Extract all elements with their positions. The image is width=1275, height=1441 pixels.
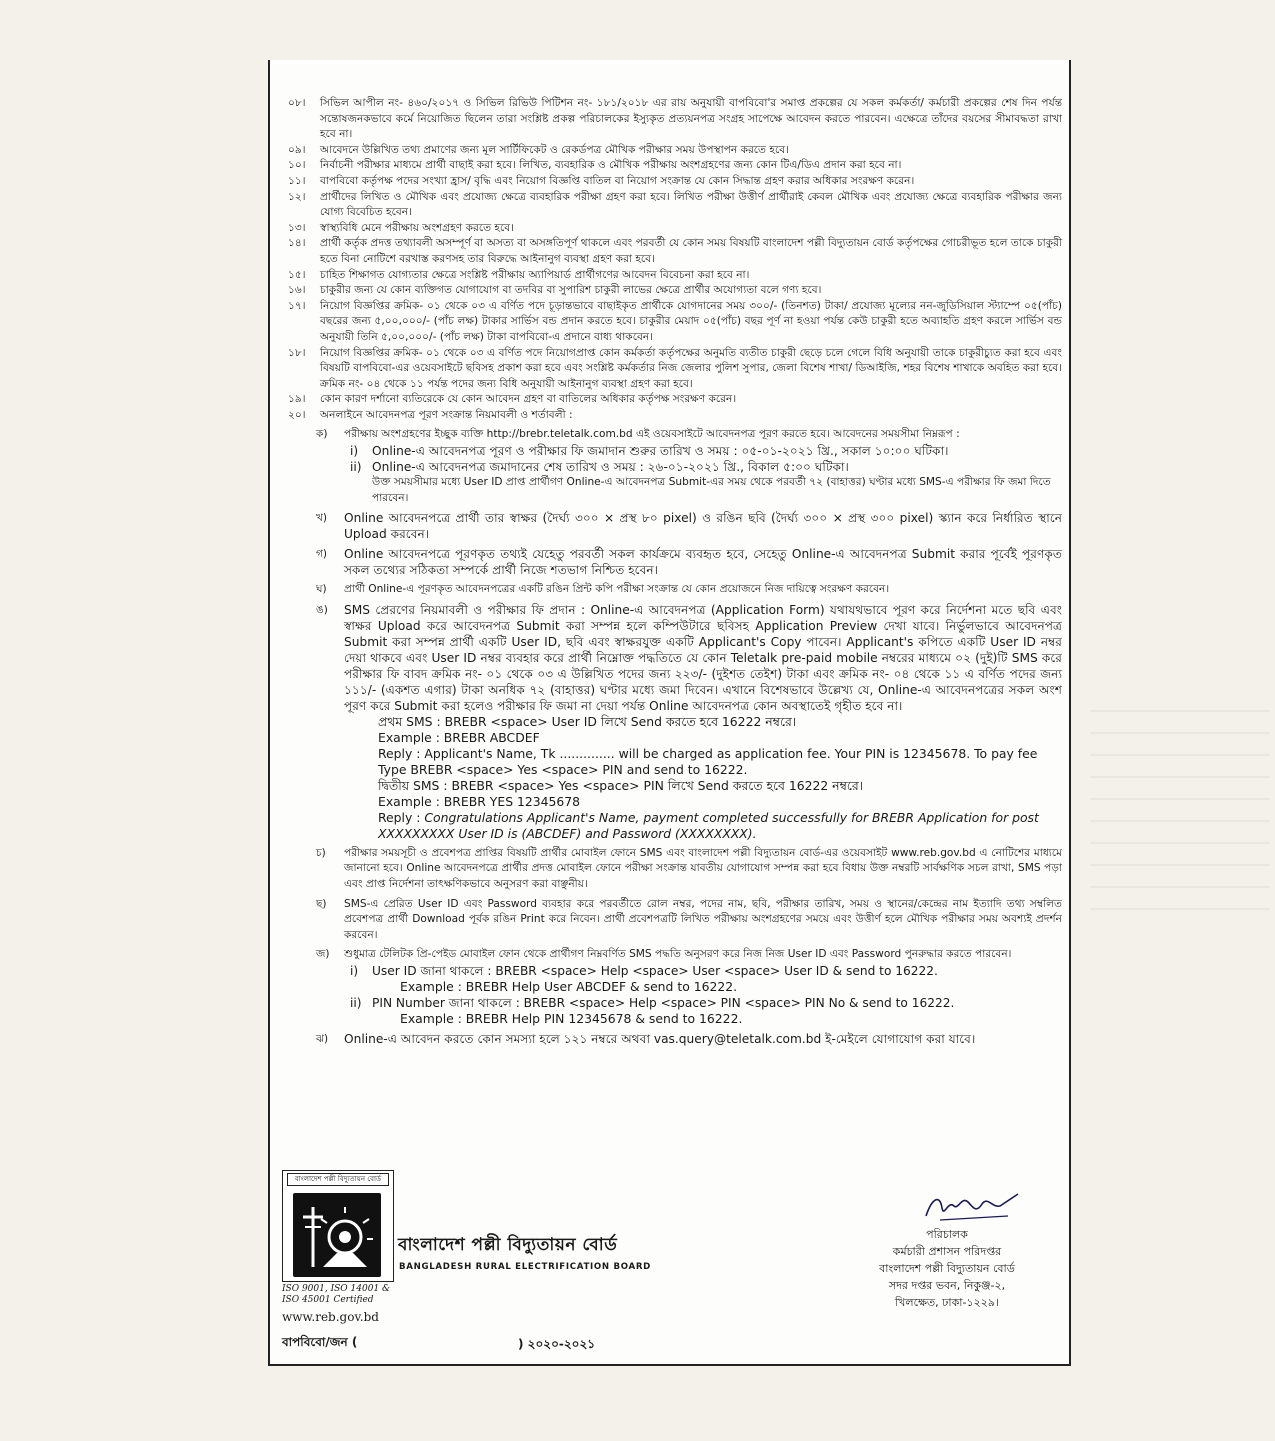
board-name-bangla: বাংলাদেশ পল্লী বিদ্যুতায়ন বোর্ড bbox=[398, 1235, 618, 1255]
logo-emblem-icon bbox=[293, 1193, 381, 1277]
roman-item bbox=[350, 995, 1062, 1011]
item-number: ১২। bbox=[288, 190, 306, 203]
signatory-address-line1: সদর দপ্তর ভবন, নিকুঞ্জ-২, bbox=[888, 1279, 1006, 1292]
roman-text: User ID জানা থাকলে : BREBR <space> Help <space> User <space> User ID & send to 16222. bbox=[372, 964, 938, 978]
signatory-organization: বাংলাদেশ পল্লী বিদ্যুতায়ন বোর্ড bbox=[879, 1262, 1015, 1275]
logo-caption: বাংলাদেশ পল্লী বিদ্যুতায়ন বোর্ড bbox=[287, 1173, 389, 1186]
deadline-note: উক্ত সময়সীমার মধ্যে User ID প্রাপ্ত প্রার্থীগণ Online-এ আবেদনপত্র Submit-এর সময় থেকে পরবর্তী ৭২ (বাহাত্তর) ঘণ্টার মধ্যে SMS-এ পরীক্ষার ফি জমা দিতে পারবেন। bbox=[372, 476, 1051, 504]
roman-item bbox=[350, 443, 1062, 459]
roman-text: Online-এ আবেদনপত্র জমাদানের শেষ তারিখ ও সময় : ২৬-০১-২০২১ খ্রি., বিকাল ৫:০০ ঘটিকা। bbox=[372, 460, 849, 475]
sub-item-kha bbox=[316, 510, 1062, 542]
item-text: আবেদনে উল্লিখিত তথ্য প্রমাণের জন্য মূল সার্টিফিকেট ও রেকর্ডপত্র মৌখিক পরীক্ষার সময় উপস্থাপন করতে হবে। bbox=[320, 143, 789, 156]
notice-item bbox=[288, 299, 1062, 346]
roman-number: ii) bbox=[350, 996, 362, 1010]
sub-text: শুধুমাত্র টেলিটক প্রি-পেইড মোবাইল ফোন থেকে প্রার্থীগণ নিম্নবর্ণিত SMS পদ্ধতি অনুসরণ করে নিজ নিজ User ID এবং Password পুনরুদ্ধার করতে পারবেন। bbox=[344, 948, 1012, 961]
notice-body bbox=[288, 96, 1062, 1047]
item-text: অনলাইনে আবেদনপত্র পূরণ সংক্রান্ত নিয়মাবলী ও শর্তাবলী : bbox=[320, 408, 573, 421]
memo-year: ) ২০২০-২০২১ bbox=[518, 1337, 596, 1351]
sub-item-ja bbox=[316, 947, 1062, 963]
sub-text: SMS-এ প্রেরিত User ID এবং Password ব্যবহার করে পরবর্তীতে রোল নম্বর, পদের নাম, ছবি, পরীক্ষার তারিখ, সময় ও স্থানের/কেন্দ্রের নাম ইত্যাদি তথ্য সম্বলিত প্রবেশপত্র প্রার্থী Download পূর্বক রঙিন Print করে নিবেন। প্রার্থী প্রবেশপত্রটি লিখিত পরীক্ষায় অংশগ্রহণের সময়ে এবং উত্তীর্ণ হলে মৌখিক পরীক্ষার সময় অবশ্যই প্রদর্শন করবেন। bbox=[344, 897, 1062, 941]
iso-certification: ISO 9001, ISO 14001 & ISO 45001 Certified bbox=[282, 1284, 391, 1305]
roman-text: PIN Number জানা থাকলে : BREBR <space> Help <space> PIN <space> PIN No & send to 16222. bbox=[372, 996, 955, 1010]
sub-item-ga bbox=[316, 546, 1062, 578]
notice-item bbox=[288, 408, 1062, 424]
sub-number: ক) bbox=[316, 428, 328, 441]
sms-second: দ্বিতীয় SMS : BREBR <space> Yes <space> PIN লিখে Send করতে হবে 16222 নম্বরে। bbox=[378, 777, 864, 793]
item-text: প্রার্থী কর্তৃক প্রদত্ত তথ্যাবলী অসম্পূর্ণ বা অসত্য বা অসঙ্গতিপূর্ণ থাকলে এবং পরবর্তী যে কোন সময় বিষয়টি বাংলাদেশ পল্লী বিদ্যুতায়ন বোর্ড কর্তৃপক্ষের গোচরীভূত হলে তাকে চাকুরী হতে বিনা নোটিশে বরখাস্ত করণসহ তার বিরুদ্ধে আইনানুগ ব্যবস্থা গ্রহণ করা হবে। bbox=[320, 237, 1062, 265]
sub-item-jha bbox=[316, 1031, 1062, 1047]
board-name-english: BANGLADESH RURAL ELECTRIFICATION BOARD bbox=[399, 1262, 652, 1272]
item-text: নিয়োগ বিজ্ঞপ্তির ক্রমিক- ০১ থেকে ০৩ এ বর্ণিত পদে নিয়োগপ্রাপ্ত কোন কর্মকর্তা কর্তৃপক্ষের অনুমতি ব্যতীত চাকুরী ছেড়ে চলে গেলে বিধি অনুযায়ী তাকে চাকুরীচ্যুত করা হবে এবং বিষয়টি বাপবিবো-এর ওয়েবসাইটে ছবিসহ প্রকাশ করা হবে এবং সংশ্লিষ্ট কর্মকর্তার নিজ জেলার পুলিশ সুপার, জেলা বিশেষ শাখা/ ডিআইজি, শহর বিশেষ শাখাকে অবহিত করা হবে। ক্রমিক নং- ০৪ থেকে ১১ পর্যন্ত পদের জন্য বিধি অনুযায়ী আইনানুগ ব্যবস্থা গ্রহণ করা হবে। bbox=[320, 346, 1062, 390]
item-text: কোন কারণ দর্শানো ব্যতিরেকে যে কোন আবেদন গ্রহণ বা বাতিলের অধিকার কর্তৃপক্ষ সংরক্ষণ করেন। bbox=[320, 393, 737, 406]
item-number: ০৯। bbox=[288, 143, 306, 156]
background-bleed-text bbox=[1090, 690, 1270, 910]
sub-number: ছ) bbox=[316, 897, 327, 910]
sub-number: ঝ) bbox=[316, 1033, 329, 1045]
sub-number: ঙ) bbox=[316, 603, 328, 616]
notice-item bbox=[288, 143, 1062, 159]
signatory-title: পরিচালক bbox=[926, 1228, 968, 1241]
item-number: ১১। bbox=[288, 174, 306, 187]
sub-number: খ) bbox=[316, 512, 327, 525]
notice-item bbox=[288, 174, 1062, 190]
roman-example: Example : BREBR Help User ABCDEF & send to 16222. bbox=[400, 979, 738, 994]
notice-page bbox=[268, 60, 1071, 1366]
item-number: ০৮। bbox=[288, 97, 306, 109]
sub-text: Online আবেদনপত্রে পূরণকৃত তথ্যই যেহেতু পরবর্তী সকল কার্যক্রমে ব্যবহৃত হবে, সেহেতু Online-এ আবেদনপত্র Submit করার পূর্বেই পূরণকৃত সকল তথ্যের সঠিকতা সম্পর্কে প্রার্থী নিজে শতভাগ নিশ্চিত হবেন। bbox=[344, 547, 1062, 578]
item-number: ২০। bbox=[288, 408, 306, 421]
signatory-department: কর্মচারী প্রশাসন পরিদপ্তর bbox=[892, 1245, 1002, 1258]
notice-item bbox=[288, 392, 1062, 408]
sms-first-reply: Reply : Applicant's Name, Tk .............. will be charged as application fee. Your PIN is 12345678. To pay fee Type BREBR <space> Yes <space> PIN and send to 16222. bbox=[378, 745, 1038, 777]
sms-first: প্রথম SMS : BREBR <space> User ID লিখে Send করতে হবে 16222 নম্বরে। bbox=[378, 713, 797, 729]
signatory-block bbox=[832, 1226, 1062, 1311]
notice-item bbox=[288, 268, 1062, 284]
roman-text: Online-এ আবেদনপত্র পূরণ ও পরীক্ষার ফি জমাদান শুরুর তারিখ ও সময় : ০৫-০১-২০২১ খ্রি., সকাল ১০:০০ ঘটিকা। bbox=[372, 444, 949, 459]
sub-text: SMS প্রেরণের নিয়মাবলী ও পরীক্ষার ফি প্রদান : Online-এ আবেদনপত্র (Application Form) যথাযথভাবে পূরণ করে নির্দেশনা মতে ছবি এবং স্বাক্ষর Upload করে আবেদনপত্র Submit করা সম্পন্ন হলে কম্পিউটারে ছবিসহ Application Preview দেখা যাবে। নির্ভুলভাবে আবেদনপত্র Submit করা সম্পন্ন প্রার্থী একটি User ID, ছবি এবং স্বাক্ষরযুক্ত একটি Applicant's Copy পাবেন। Applicant's কপিতে একটি User ID নম্বর দেয়া থাকবে এবং User ID নম্বর ব্যবহার করে প্রার্থী নিম্নোক্ত পদ্ধতিতে যে কোন Teletalk pre-paid mobile নম্বরের মাধ্যমে ০২ (দুই)টি SMS করে পরীক্ষার ফি বাবদ ক্রমিক নং- ০১ থেকে ০৩ এ উল্লিখিত পদের জন্য ২২৩/- (দুইশত তেইশ) টাকা এবং ক্রমিক নং- ০৪ থেকে ১১ এ বর্ণিত পদের জন্য ১১১/- (একশত এগার) টাকা অনধিক ৭২ (বাহাত্তর) ঘণ্টার মধ্যে জমা দিবেন। এখানে বিশেষভাবে উল্লেখ্য যে, Online-এ আবেদনপত্রের সকল অংশ পূরণ করে Submit করা হলেও পরীক্ষার ফি জমা না দেয়া পর্যন্ত Online আবেদনপত্র কোন অবস্থাতেই গৃহীত হবে না। bbox=[344, 602, 1062, 713]
item-text: নিয়োগ বিজ্ঞপ্তির ক্রমিক- ০১ থেকে ০৩ এ বর্ণিত পদে চূড়ান্তভাবে বাছাইকৃত প্রার্থীকে যোগদানের সময় ৩০০/- (তিনশত) টাকা/ প্রযোজ্য মূল্যের নন-জুডিসিয়াল স্ট্যাম্পে ০৫(পাঁচ) বছরের জন্য ৫,০০,০০০/- (পাঁচ লক্ষ) টাকার সার্ভিস বন্ড প্রদান করতে হবে। চাকুরীর মেয়াদ ০৫(পাঁচ) বছর পূর্ণ না হওয়া পর্যন্ত কেউ চাকুরী হতে অব্যাহতি গ্রহণ করলে সার্ভিস বন্ড অনুযায়ী তিনি ৫,০০,০০০/- (পাঁচ লক্ষ) টাকা বাপবিবো-এ প্রদানে বাধ্য থাকবেন। bbox=[320, 299, 1062, 343]
signature bbox=[922, 1188, 1022, 1224]
notice-item bbox=[288, 190, 1062, 221]
sub-number: জ) bbox=[316, 948, 330, 961]
roman-example: Example : BREBR Help PIN 12345678 & send to 16222. bbox=[400, 1011, 743, 1026]
sub-text: Online আবেদনপত্রে প্রার্থী তার স্বাক্ষর (দৈর্ঘ্য ৩০০ × প্রস্থ ৮০ pixel) ও রঙিন ছবি (দৈর্ঘ্য ৩০০ × প্রস্থ ৩০০ pixel) স্ক্যান করে নির্ধারিত স্থানে Upload করবেন। bbox=[344, 511, 1062, 542]
item-number: ১৬। bbox=[288, 284, 306, 297]
item-text: চাহিত শিক্ষাগত যোগ্যতার ক্ষেত্রে সংশ্লিষ্ট পরীক্ষায় অ্যাপিয়ার্ড প্রার্থীগণের আবেদন বিবেচনা করা হবে না। bbox=[320, 268, 750, 281]
sub-number: ঘ) bbox=[316, 583, 327, 596]
website-url: www.reb.gov.bd bbox=[282, 1310, 379, 1324]
sms-first-example: Example : BREBR ABCDEF bbox=[378, 729, 540, 745]
roman-item bbox=[350, 963, 1062, 979]
notice-item bbox=[288, 236, 1062, 267]
notice-footer bbox=[282, 1166, 1058, 1361]
sub-text: Online-এ আবেদন করতে কোন সমস্যা হলে ১২১ নম্বরে অথবা vas.query@teletalk.com.bd ই-মেইলে যোগাযোগ করা যাবে। bbox=[344, 1032, 976, 1046]
notice-item bbox=[288, 283, 1062, 299]
item-text: সিভিল আপীল নং- ৪৬০/২০১৭ ও সিভিল রিভিউ পিটিশন নং- ১৮১/২০১৮ এর রায় অনুযায়ী বাপবিবো'র সমাপ্ত প্রকল্পের যে সকল কর্মকর্তা/ কর্মচারী প্রকল্পের শেষ দিন পর্যন্ত সন্তোষজনকভাবে কর্মে নিয়োজিত ছিলেন তারা সংশ্লিষ্ট প্রকল্প পরিচালকের ইস্যুকৃত প্রত্যয়নপত্র সংগ্রহ সাপেক্ষে আবেদন করতে পারবেন। এক্ষেত্রে তাঁদের বয়সের সীমাবদ্ধতা রাখা হবে না। bbox=[320, 97, 1062, 141]
reply-label: Reply : bbox=[378, 809, 421, 825]
sms-second-reply bbox=[378, 810, 1062, 842]
roman-number: i) bbox=[350, 444, 359, 459]
memo-reference: বাপবিবো/জন ( bbox=[282, 1335, 358, 1349]
roman-number: ii) bbox=[350, 460, 362, 475]
item-number: ১৯। bbox=[288, 393, 306, 406]
notice-item bbox=[288, 346, 1062, 393]
item-text: স্বাস্থ্যবিধি মেনে পরীক্ষায় অংশগ্রহণ করতে হবে। bbox=[320, 221, 514, 234]
reply-text: Congratulations Applicant's Name, payment completed successfully for BREBR Application for post XXXXXXXXX User ID is (ABCDEF) and Password (XXXXXXXX). bbox=[378, 809, 1039, 841]
item-number: ১৮। bbox=[288, 346, 306, 359]
roman-number: i) bbox=[350, 964, 359, 978]
item-number: ১৫। bbox=[288, 268, 306, 281]
notice-item bbox=[288, 96, 1062, 143]
sub-item-cha bbox=[316, 846, 1062, 893]
item-text: প্রার্থীদের লিখিত ও মৌখিক এবং প্রযোজ্য ক্ষেত্রে ব্যবহারিক পরীক্ষা গ্রহণ করা হবে। লিখিত পরীক্ষা উত্তীর্ণ প্রার্থীরাই কেবল মৌখিক এবং প্রযোজ্য ক্ষেত্রে ব্যবহারিক পরীক্ষার জন্য যোগ্য বিবেচিত হবেন। bbox=[320, 190, 1062, 219]
notice-item bbox=[288, 158, 1062, 174]
sub-text: পরীক্ষায় অংশগ্রহণের ইচ্ছুক ব্যক্তি http://brebr.teletalk.com.bd এই ওয়েবসাইটে আবেদনপত্র পূরণ করতে হবে। আবেদনের সময়সীমা নিম্নরূপ : bbox=[344, 428, 960, 441]
sub-text: পরীক্ষার সময়সূচী ও প্রবেশপত্র প্রাপ্তির বিষয়টি প্রার্থীর মোবাইল ফোনে SMS এবং বাংলাদেশ পল্লী বিদ্যুতায়ন বোর্ড-এর ওয়েবসাইট www.reb.gov.bd এ নোটিশের মাধ্যমে জানানো হবে। Online আবেদনপত্রে প্রার্থীর প্রদত্ত মোবাইল ফোনে পরীক্ষা সংক্রান্ত যাবতীয় যোগাযোগ সম্পন্ন করা হবে বিধায় উক্ত নম্বরটি সার্বক্ষণিক সচল রাখা, SMS পড়া এবং প্রাপ্ত নির্দেশনা তাৎক্ষণিকভাবে অনুসরণ করা বাঞ্ছনীয়। bbox=[344, 846, 1062, 891]
item-text: নির্বাচনী পরীক্ষার মাধ্যমে প্রার্থী বাছাই করা হবে। লিখিত, ব্যবহারিক ও মৌখিক পরীক্ষায় অংশগ্রহণের জন্য কোন টিএ/ডিএ প্রদান করা হবে না। bbox=[320, 159, 902, 172]
reb-logo bbox=[282, 1170, 394, 1282]
item-number: ১৭। bbox=[288, 299, 306, 312]
sub-item-ka bbox=[316, 427, 1062, 443]
roman-item bbox=[350, 459, 1062, 475]
sub-item-chha bbox=[316, 897, 1062, 944]
notice-item bbox=[288, 221, 1062, 237]
signatory-address-line2: খিলক্ষেত, ঢাকা-১২২৯। bbox=[895, 1296, 999, 1309]
item-text: বাপবিবো কর্তৃপক্ষ পদের সংখ্যা হ্রাস/ বৃদ্ধি এবং নিয়োগ বিজ্ঞপ্তি বাতিল বা নিয়োগ সংক্রান্ত যে কোন সিদ্ধান্ত গ্রহণ করার অধিকার সংরক্ষণ করেন। bbox=[320, 174, 915, 187]
item-number: ১৩। bbox=[288, 221, 306, 234]
sub-item-uma bbox=[316, 602, 1062, 714]
sub-item-gha bbox=[316, 582, 1062, 598]
sub-text: প্রার্থী Online-এ পূরণকৃত আবেদনপত্রের একটি রঙিন প্রিন্ট কপি পরীক্ষা সংক্রান্ত যে কোন প্রয়োজনে নিজ দায়িত্বে সংরক্ষণ করবেন। bbox=[344, 583, 890, 596]
item-number: ১৪। bbox=[288, 237, 306, 250]
sub-number: গ) bbox=[316, 548, 327, 561]
item-number: ১০। bbox=[288, 159, 306, 172]
item-text: চাকুরীর জন্য যে কোন ব্যক্তিগত যোগাযোগ বা তদবির বা সুপারিশ চাকুরী লাভের ক্ষেত্রে প্রার্থীর অযোগ্যতা বলে গণ্য হবে। bbox=[320, 284, 822, 297]
sub-number: চ) bbox=[316, 846, 326, 859]
numbered-items bbox=[288, 96, 1062, 423]
sms-second-example: Example : BREBR YES 12345678 bbox=[378, 793, 581, 809]
